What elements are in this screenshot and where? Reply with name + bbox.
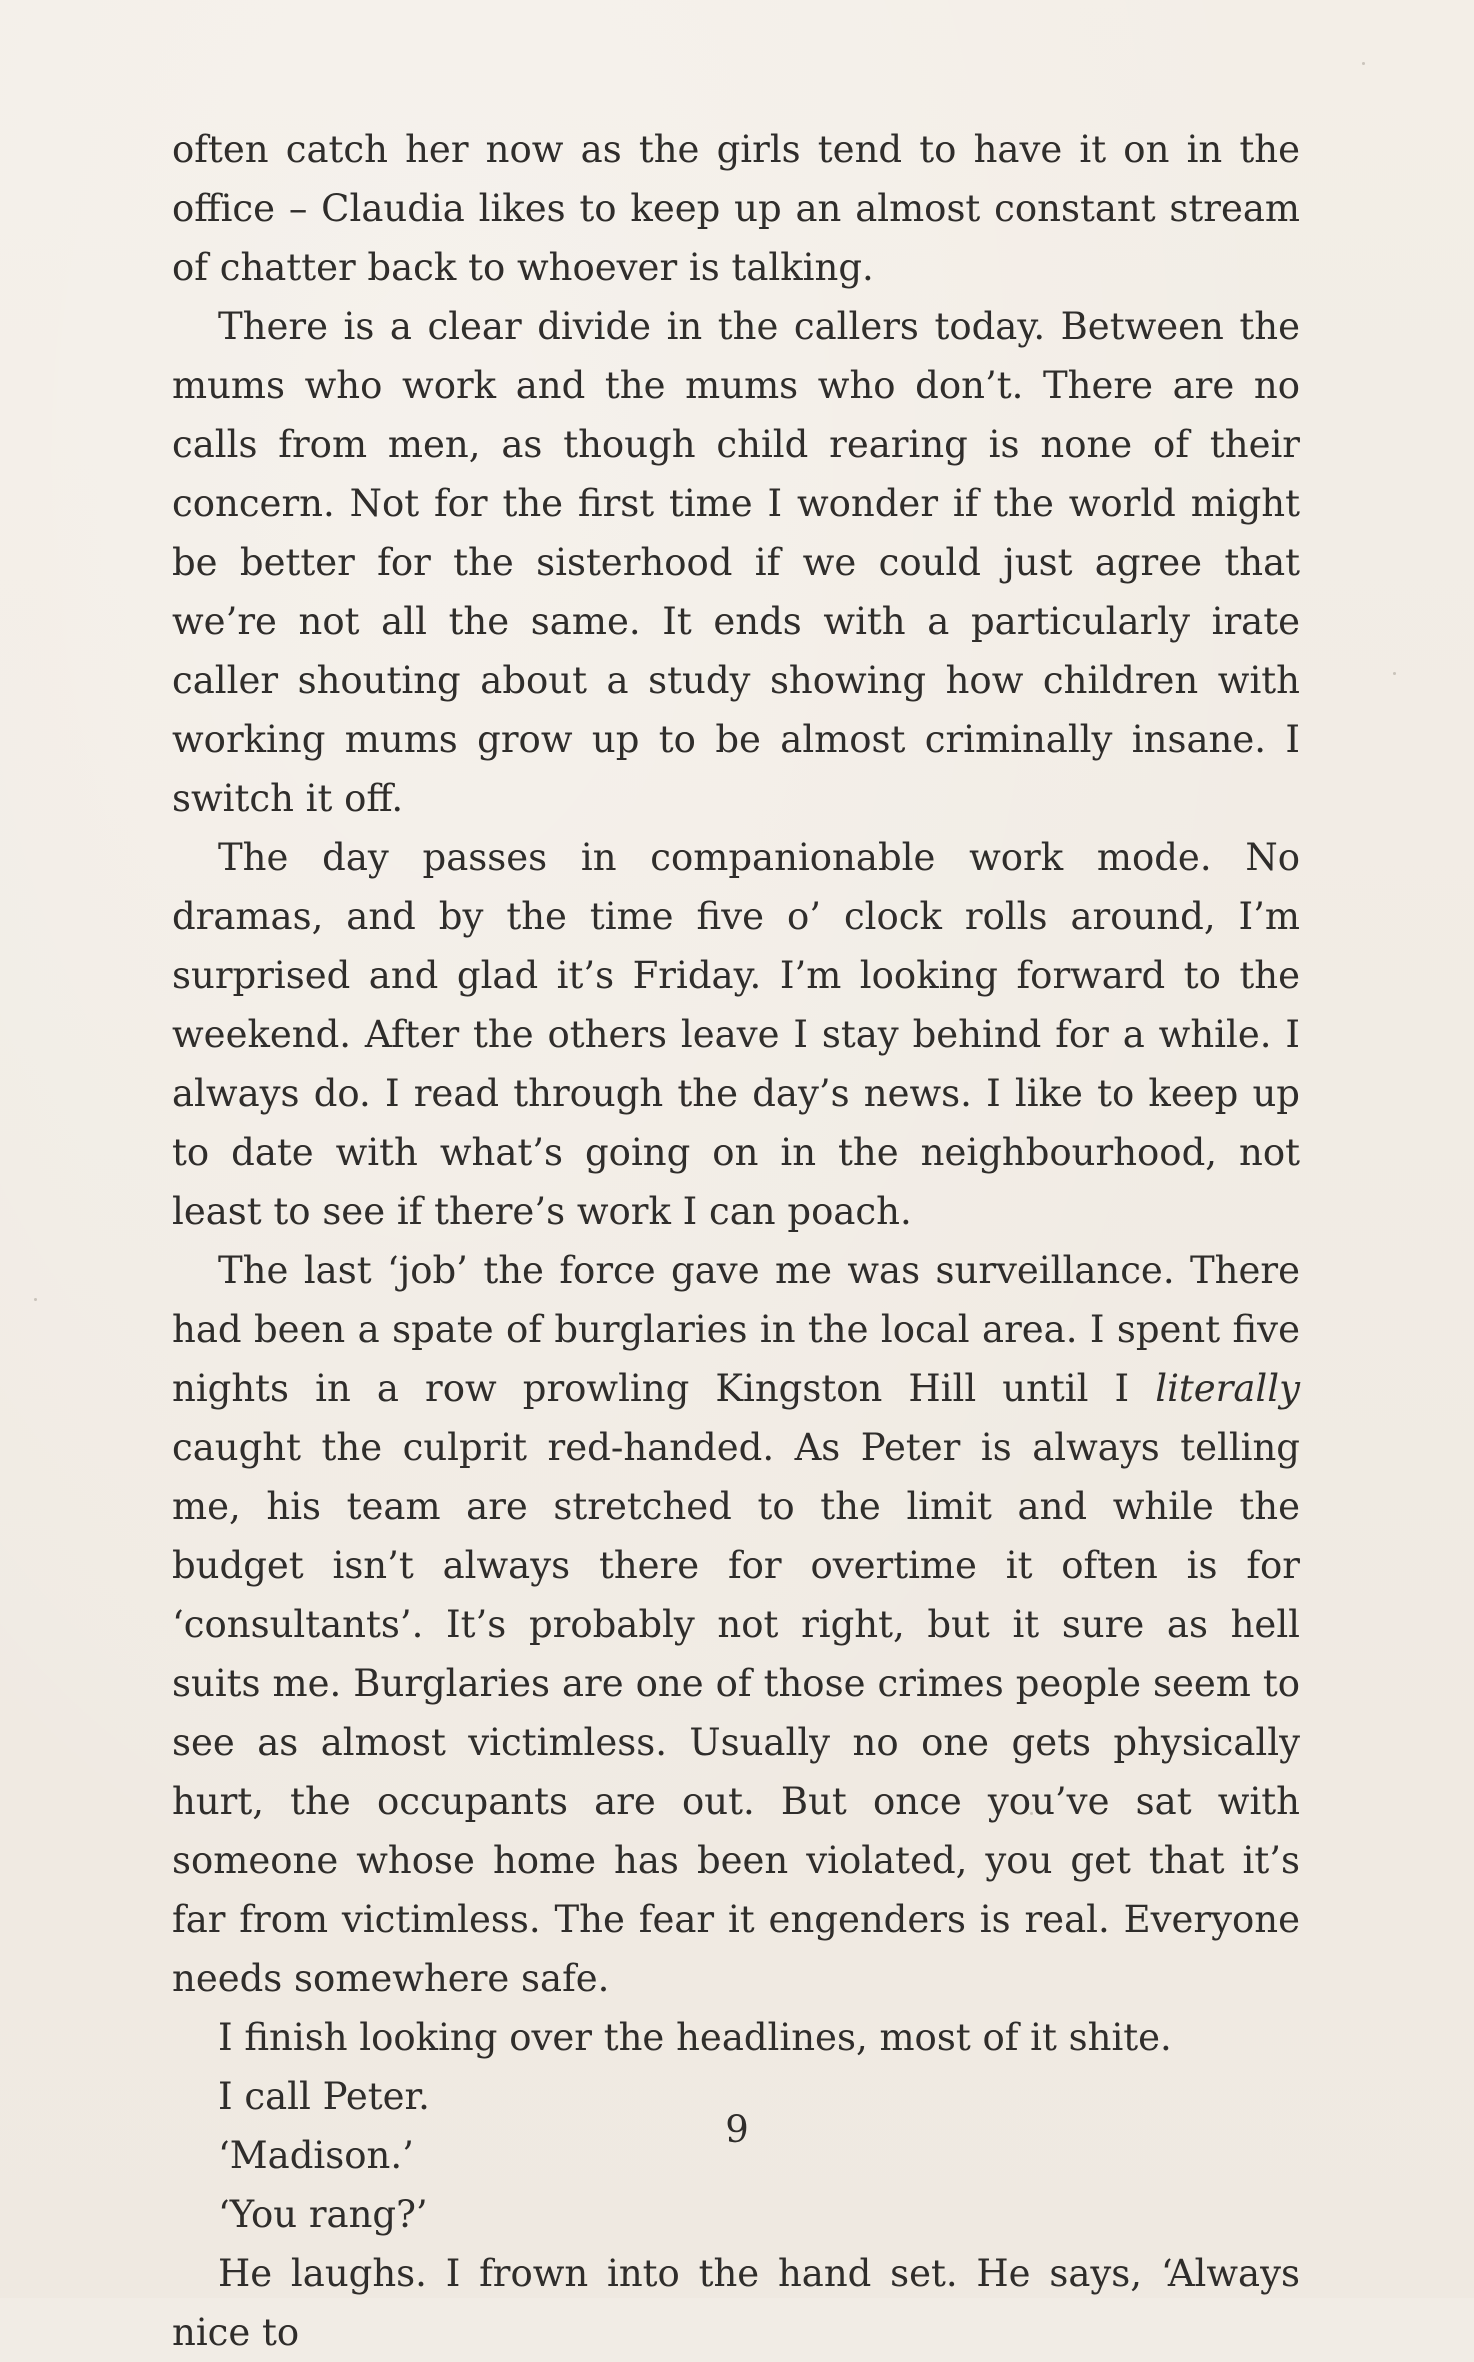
paragraph (172, 2008, 1300, 2067)
paper-speck (1393, 672, 1396, 675)
paragraph (172, 2185, 1300, 2244)
paper-speck (34, 1298, 37, 1301)
body-text (172, 120, 1300, 2362)
text-segment: caught the culprit red-handed. As Peter is always telling me, his team are stretched to the limit and while the budget isn’t always there for overtime it often is for ‘consultants’. It’s probably not right, but it sure as hell suits me. Burglaries are one of those crimes people seem to see as almost victimless. Usually no one gets physically hurt, the occupants are out. But once you’ve sat with someone whose home has been violated, you get that it’s far from victimless. The fear it engenders is real. Everyone needs somewhere safe. (172, 1426, 1300, 2000)
paragraph (172, 828, 1300, 1241)
text-segment: I finish looking over the headlines, most of it shite. (218, 2016, 1172, 2059)
text-segment: He laughs. I frown into the hand set. He says, ‘Always nice to (172, 2252, 1300, 2354)
text-segment: often catch her now as the girls tend to have it on in the office – Claudia likes to keep up an almost constant stream of chatter back to whoever is talking. (172, 128, 1300, 289)
paragraph (172, 2244, 1300, 2362)
page-number: 9 (725, 2108, 749, 2151)
text-segment: The day passes in companionable work mode. No dramas, and by the time five o’ clock rolls around, I’m surprised and glad it’s Friday. I’m looking forward to the weekend. After the others leave I stay behind for a while. I always do. I read through the day’s news. I like to keep up to date with what’s going on in the neighbourhood, not least to see if there’s work I can poach. (172, 836, 1300, 1233)
italic-text: literally (1155, 1367, 1300, 1410)
text-segment: ‘You rang?’ (218, 2193, 428, 2236)
text-segment: I call Peter. (218, 2075, 430, 2118)
text-segment: There is a clear divide in the callers today. Between the mums who work and the mums who don’t. There are no calls from men, as though child rearing is none of their concern. Not for the first time I wonder if the world might be better for the sisterhood if we could just agree that we’re not all the same. It ends with a particularly irate caller shouting about a study showing how children with working mums grow up to be almost criminally insane. I switch it off. (172, 305, 1300, 820)
paragraph (172, 1241, 1300, 2008)
paragraph (172, 120, 1300, 297)
paper-speck (1362, 62, 1365, 65)
text-segment: The last ‘job’ the force gave me was surveillance. There had been a spate of burglaries in the local area. I spent five nights in a row prowling Kingston Hill until I (172, 1249, 1300, 1410)
paper-speck (1030, 1812, 1033, 1815)
paragraph (172, 297, 1300, 828)
text-segment: ‘Madison.’ (218, 2134, 414, 2177)
